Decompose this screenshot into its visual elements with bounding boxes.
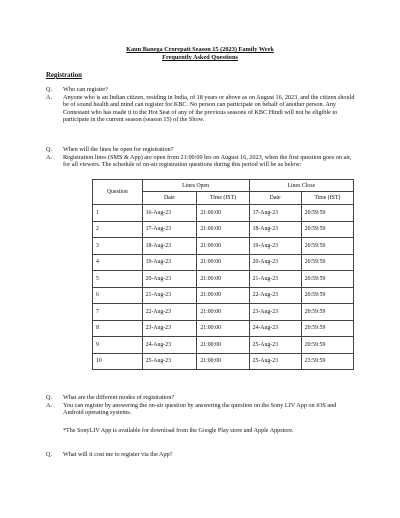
close-time-cell: 20:59:59 — [301, 221, 353, 238]
subheader-open-date: Date — [142, 192, 197, 205]
table-row — [93, 287, 354, 304]
open-time-cell: 21:00:00 — [197, 205, 249, 222]
question-number-cell: 3 — [93, 238, 143, 255]
close-date-cell: 18-Aug-23 — [249, 221, 301, 238]
open-time-cell: 21:00:00 — [197, 320, 249, 337]
close-date-cell: 25-Aug-23 — [249, 353, 301, 370]
answer-text: Registration lines (SMS & App) are open from 21:00:00 hrs on August 16, 2023, when the first question goes on air, for all viewers. The schedule of on-air registration questions during this period will be as below: — [63, 153, 352, 169]
open-time-cell: 21:00:00 — [197, 221, 249, 238]
close-time-cell: 20:59:59 — [301, 320, 353, 337]
answer-text: Anyone who is an Indian citizen, residing in India, of 18 years or above as on August 16, 2023, and the citizen should be of sound health and mind can register for KBC. No person can participate on behalf of another person. Any Contestant who has made it to the Hot Seat of any of the previous seasons of KBC Hindi will not be eligible to participate in the current season (season 15) of the Show. — [63, 93, 355, 124]
open-date-cell: 16-Aug-23 — [142, 205, 197, 222]
question-text: What are the different modes of registration? — [63, 394, 175, 401]
question-text: What will it cost me to register via the App? — [63, 451, 173, 458]
title-block — [0, 46, 400, 62]
close-date-cell: 17-Aug-23 — [249, 205, 301, 222]
question-number-cell: 10 — [93, 353, 143, 370]
question-marker: Q. — [46, 451, 53, 458]
question-number-cell: 5 — [93, 271, 143, 288]
document-subtitle: Frequently Asked Questions — [162, 54, 238, 61]
open-date-cell: 25-Aug-23 — [142, 353, 197, 370]
open-date-cell: 22-Aug-23 — [142, 304, 197, 321]
table-row — [93, 353, 354, 370]
question-marker: Q. — [46, 86, 53, 93]
subheader-close-date: Date — [249, 192, 301, 205]
question-number-cell: 7 — [93, 304, 143, 321]
table-row — [93, 304, 354, 321]
open-time-cell: 21:00:00 — [197, 254, 249, 271]
open-time-cell: 21:00:00 — [197, 337, 249, 354]
subheader-close-time: Time (IST) — [301, 192, 353, 205]
open-time-cell: 21:00:00 — [197, 238, 249, 255]
subheader-open-time: Time (IST) — [197, 192, 249, 205]
close-date-cell: 25-Aug-23 — [249, 337, 301, 354]
question-number-cell: 1 — [93, 205, 143, 222]
col-header-question: Question — [93, 180, 143, 205]
question-number-cell: 4 — [93, 254, 143, 271]
close-date-cell: 21-Aug-23 — [249, 271, 301, 288]
open-time-cell: 21:00:00 — [197, 271, 249, 288]
answer-marker: A. — [46, 93, 53, 101]
close-time-cell: 20:59:59 — [301, 205, 353, 222]
close-time-cell: 20:59:59 — [301, 254, 353, 271]
question-number-cell: 6 — [93, 287, 143, 304]
open-date-cell: 19-Aug-23 — [142, 254, 197, 271]
close-date-cell: 22-Aug-23 — [249, 287, 301, 304]
section-heading-registration: Registration — [46, 72, 82, 79]
question-marker: Q. — [46, 146, 53, 153]
open-date-cell: 23-Aug-23 — [142, 320, 197, 337]
table-row — [93, 337, 354, 354]
close-time-cell: 20:59:59 — [301, 304, 353, 321]
answer-marker: A. — [46, 153, 53, 161]
question-number-cell: 9 — [93, 337, 143, 354]
table-row — [93, 271, 354, 288]
question-text: Who can register? — [63, 86, 109, 93]
table-row — [93, 221, 354, 238]
open-date-cell: 24-Aug-23 — [142, 337, 197, 354]
app-availability-note: *The SonyLIV App is available for download from the Google Play store and Apple Appstore. — [63, 428, 294, 434]
question-number-cell: 8 — [93, 320, 143, 337]
registration-schedule-table — [92, 179, 354, 370]
open-time-cell: 21:00:00 — [197, 353, 249, 370]
question-number-cell: 2 — [93, 221, 143, 238]
close-time-cell: 20:59:59 — [301, 238, 353, 255]
answer-marker: A. — [46, 401, 53, 409]
open-date-cell: 17-Aug-23 — [142, 221, 197, 238]
answer-text: You can register by answering the on-air question by answering the question on the Sony LIV App on iOS and Android operating systems. — [63, 401, 337, 417]
document-title: Kaun Banega Crorepati Season 15 (2023) Family Week — [126, 46, 274, 53]
open-time-cell: 21:00:00 — [197, 287, 249, 304]
open-date-cell: 21-Aug-23 — [142, 287, 197, 304]
open-time-cell: 21:00:00 — [197, 304, 249, 321]
faq-item — [46, 146, 358, 169]
table-row — [93, 238, 354, 255]
close-time-cell: 23:59:59 — [301, 353, 353, 370]
close-date-cell: 23-Aug-23 — [249, 304, 301, 321]
open-date-cell: 20-Aug-23 — [142, 271, 197, 288]
question-marker: Q. — [46, 394, 53, 401]
close-date-cell: 20-Aug-23 — [249, 254, 301, 271]
col-header-lines-open: Lines Open — [142, 180, 249, 192]
close-time-cell: 20:59:59 — [301, 271, 353, 288]
table-row — [93, 254, 354, 271]
close-time-cell: 20:59:59 — [301, 287, 353, 304]
open-date-cell: 18-Aug-23 — [142, 238, 197, 255]
question-text: When will the lines be open for registration? — [63, 146, 174, 153]
table-row — [93, 205, 354, 222]
close-time-cell: 20:59:59 — [301, 337, 353, 354]
faq-item — [46, 451, 358, 459]
faq-item — [46, 394, 358, 417]
col-header-lines-close: Lines Close — [249, 180, 353, 192]
close-date-cell: 19-Aug-23 — [249, 238, 301, 255]
table-row — [93, 320, 354, 337]
faq-item — [46, 86, 358, 124]
close-date-cell: 24-Aug-23 — [249, 320, 301, 337]
